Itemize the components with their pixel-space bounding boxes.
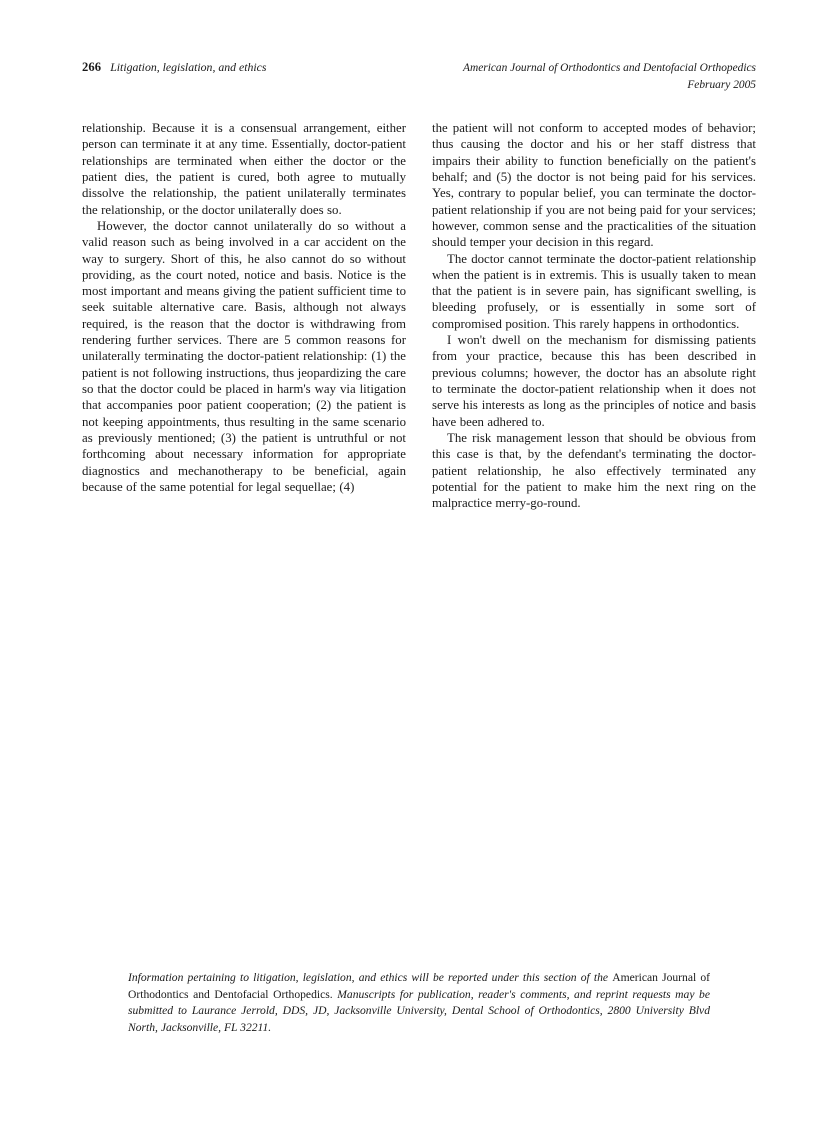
footnote-segment-italic-1: Information pertaining to litigation, legislation, and ethics will be reported under this section of the bbox=[128, 971, 613, 984]
footnote-text bbox=[128, 970, 710, 1036]
paragraph: I won't dwell on the mechanism for dismissing patients from your practice, because this has been described in previous columns; however, the doctor has an absolute right to terminate the doctor-patient relationship when it does not serve his interests as long as the principles of notice and basis have been adhered to. bbox=[432, 333, 756, 429]
journal-title: American Journal of Orthodontics and Dentofacial Orthopedics bbox=[463, 62, 756, 74]
paragraph: the patient will not conform to accepted modes of behavior; thus causing the doctor and his or her staff distress that impairs their ability to function beneficially on the patient's behalf; and (5) the doctor is not being paid for his services. Yes, contrary to popular belief, you can terminate the doctor-patient relationship if you are not being paid for your services; however, common sense and the practicalities of the situation should temper your decision in this regard. bbox=[432, 121, 756, 250]
footnote-segment-italic-2: Manuscripts for publication, reader's comments, and reprint requests may be submitted to Laurance Jerrold, DDS, JD, Jacksonville University, Dental School of Orthodontics, 2800 University Blvd North, Jacksonville, FL 32211. bbox=[128, 987, 710, 1034]
paragraph: However, the doctor cannot unilaterally do so without a valid reason such as being involved in a car accident on the way to surgery. Short of this, he also cannot do so without providing, as the court noted, notice and basis. Notice is the most important and means giving the patient sufficient time to seek suitable alternative care. Basis, although not always required, is the reason that the doctor is withdrawing from rendering further services. There are 5 common reasons for unilaterally terminating the doctor-patient relationship: (1) the patient is not following instructions, thus jeopardizing the care so that the doctor could be placed in harm's way via litigation that accompanies poor patient cooperation; (2) the patient is not keeping appointments, thus resulting in the same scenario as previously mentioned; (3) the patient is untruthful or not forthcoming about necessary information for appropriate diagnostics and mechanotherapy to be beneficial, again because of the same potential for legal sequellae; (4) bbox=[82, 218, 406, 494]
running-head-left bbox=[82, 60, 267, 75]
running-head bbox=[82, 60, 756, 104]
section-title: Litigation, legislation, and ethics bbox=[110, 60, 267, 74]
page-number: 266 bbox=[82, 60, 102, 74]
column-left bbox=[82, 120, 406, 495]
paragraph: relationship. Because it is a consensual arrangement, either person can terminate it at any time. Essentially, doctor-patient relationships are terminated when either the doctor or the patient dies, the patient is cured, both agree to mutually dissolve the relationship, the patient unilaterally terminates the relationship, or the doctor unilaterally does so. bbox=[82, 121, 406, 217]
column-right bbox=[432, 120, 756, 512]
running-head-right bbox=[463, 60, 756, 93]
issue-date: February 2005 bbox=[687, 78, 756, 91]
paragraph: The risk management lesson that should be obvious from this case is that, by the defendant's terminating the doctor-patient relationship, he also effectively terminated any potential for the patient to make him the next ring on the malpractice merry-go-round. bbox=[432, 430, 756, 511]
footnote-segment-roman: American Journal of Orthodontics and Dentofacial Orthopedics. bbox=[128, 971, 710, 1001]
footnote-block bbox=[128, 970, 710, 1036]
paragraph: The doctor cannot terminate the doctor-patient relationship when the patient is in extremis. This is usually taken to mean that the patient is in severe pain, has significant swelling, is bleeding profusely, or is essentially in some sort of compromised position. This rarely happens in orthodontics. bbox=[432, 251, 756, 331]
